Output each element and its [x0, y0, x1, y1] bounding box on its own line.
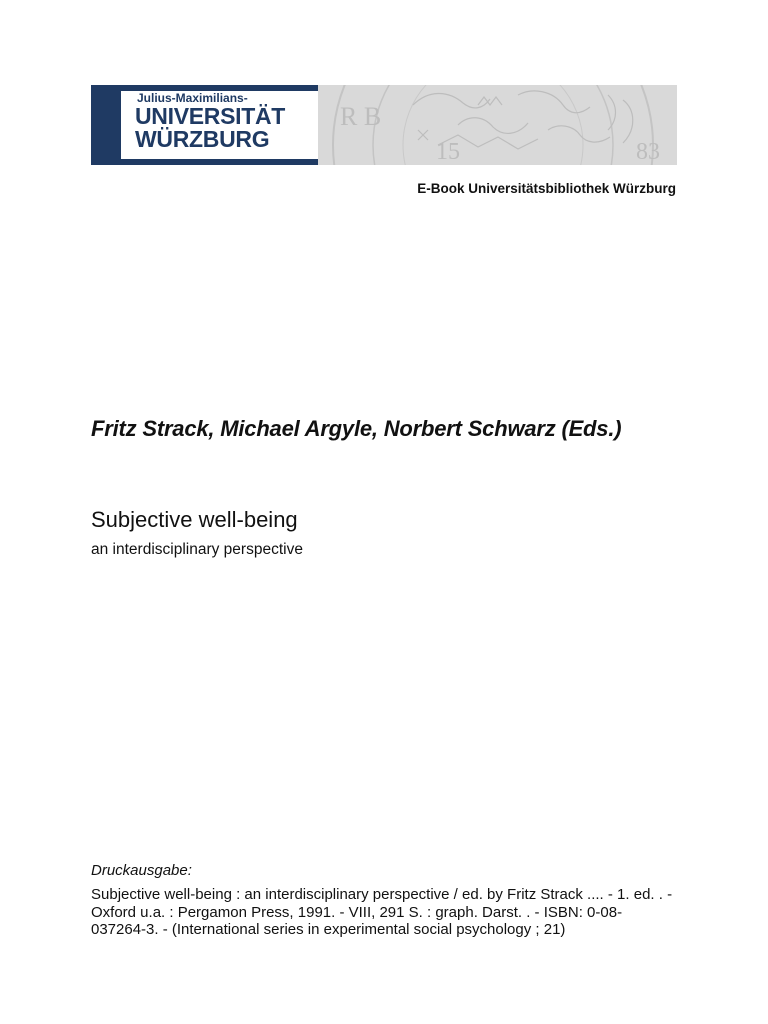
university-logo — [91, 85, 318, 165]
seal-letters: R B — [340, 102, 382, 131]
seal-icon — [318, 85, 677, 165]
print-edition-label: Druckausgabe: — [91, 862, 192, 879]
logo-text-line2: WÜRZBURG — [135, 126, 270, 152]
print-edition-citation: Subjective well-being : an interdisciplinary perspective / ed. by Fritz Strack .... - 1. ed. . - Oxford u.a. : Pergamon Press, 1991. - VIII, 291 S. : graph. Darst. . - ISBN: 0-08-037264-3. - (International series in experimental social psychology ; 21) — [91, 886, 673, 938]
ebook-library-label: E-Book Universitätsbibliothek Würzburg — [417, 181, 676, 196]
seal-year-left: 15 — [436, 139, 460, 165]
university-banner — [91, 85, 677, 165]
book-authors: Fritz Strack, Michael Argyle, Norbert Schwarz (Eds.) — [91, 416, 622, 441]
logo-bar-left — [91, 85, 121, 165]
logo-text-small: Julius-Maximilians- — [137, 91, 248, 105]
university-seal-graphic — [318, 85, 677, 165]
book-subtitle: an interdisciplinary perspective — [91, 541, 303, 558]
logo-bar-bottom — [91, 159, 318, 165]
seal-year-right: 83 — [636, 139, 660, 165]
book-title: Subjective well-being — [91, 507, 298, 532]
logo-text-line1: UNIVERSITÄT — [135, 103, 286, 129]
